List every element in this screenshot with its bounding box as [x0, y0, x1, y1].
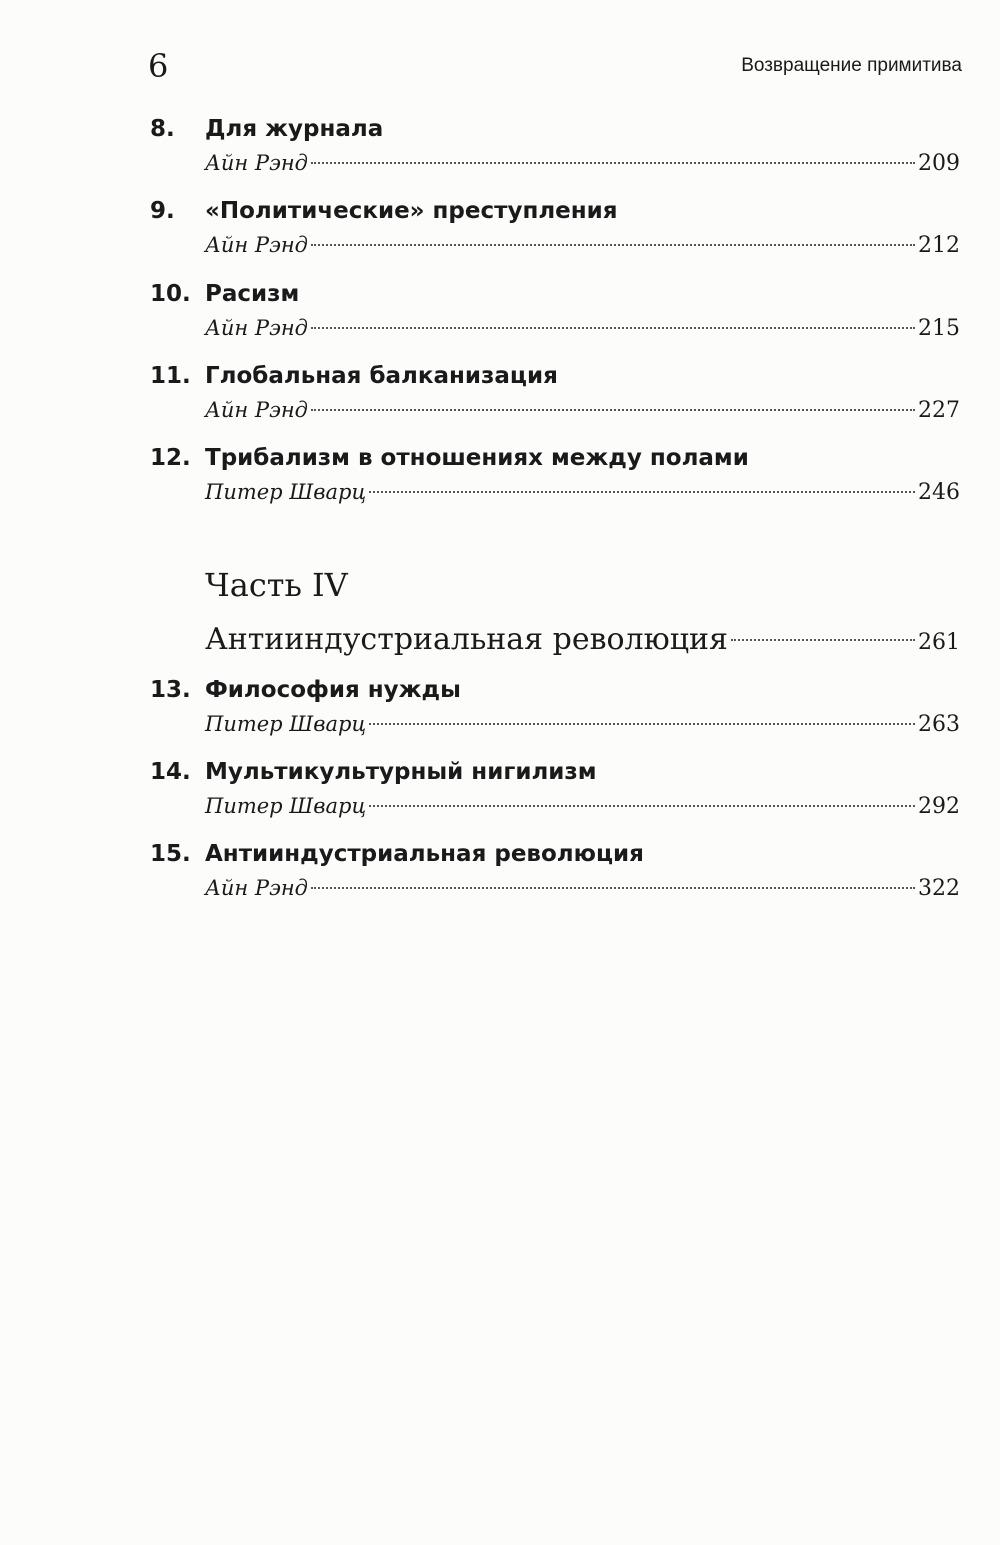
- dot-leader: [369, 805, 915, 807]
- dot-leader: [369, 723, 915, 725]
- entry-title: Для журнала: [205, 116, 384, 142]
- entry-author-row: [205, 871, 960, 905]
- entry-title-row: [150, 194, 960, 228]
- entry-title: Глобальная балканизация: [205, 363, 558, 389]
- part-title: Антииндустриальная революция: [205, 622, 728, 657]
- entry-number: 8.: [150, 116, 175, 142]
- part-page: 261: [918, 630, 960, 655]
- entry-author-row: [205, 393, 960, 427]
- part-heading: Часть IV: [205, 566, 348, 604]
- entry-page: 292: [918, 794, 960, 819]
- entry-page: 227: [918, 398, 960, 423]
- entry-author: Айн Рэнд: [205, 398, 308, 422]
- entry-title: Трибализм в отношениях между полами: [205, 445, 749, 471]
- entry-number: 13.: [150, 677, 191, 703]
- entry-title: Философия нужды: [205, 677, 461, 703]
- entry-title-row: [150, 673, 960, 707]
- entry-title-row: [150, 441, 960, 475]
- entry-author: Айн Рэнд: [205, 876, 308, 900]
- entry-title: Расизм: [205, 281, 300, 307]
- dot-leader: [369, 491, 915, 493]
- running-head: Возвращение примитива: [741, 55, 962, 76]
- entry-author-row: [205, 475, 960, 509]
- entry-title-row: [150, 359, 960, 393]
- entry-author-row: [205, 789, 960, 823]
- entry-author: Айн Рэнд: [205, 151, 308, 175]
- entry-number: 9.: [150, 198, 175, 224]
- entry-title: Мультикультурный нигилизм: [205, 759, 597, 785]
- entry-title-row: [150, 755, 960, 789]
- entry-title: «Политические» преступления: [205, 198, 618, 224]
- entry-author: Айн Рэнд: [205, 233, 308, 257]
- entry-number: 14.: [150, 759, 191, 785]
- entry-author: Питер Шварц: [205, 794, 367, 818]
- entry-number: 12.: [150, 445, 191, 471]
- dot-leader: [311, 409, 915, 411]
- entry-author: Айн Рэнд: [205, 316, 308, 340]
- page-number: 6: [148, 47, 169, 85]
- entry-title-row: [150, 837, 960, 871]
- entry-author-row: [205, 311, 960, 345]
- part-title-row: [205, 618, 960, 662]
- entry-title-row: [150, 112, 960, 146]
- entry-number: 11.: [150, 363, 191, 389]
- entry-page: 215: [918, 316, 960, 341]
- entry-number: 10.: [150, 281, 191, 307]
- dot-leader: [311, 162, 915, 164]
- entry-page: 322: [918, 876, 960, 901]
- entry-page: 246: [918, 480, 960, 505]
- entry-author-row: [205, 146, 960, 180]
- dot-leader: [311, 887, 915, 889]
- entry-number: 15.: [150, 841, 191, 867]
- dot-leader: [311, 244, 915, 246]
- entry-title-row: [150, 277, 960, 311]
- entry-author: Питер Шварц: [205, 712, 367, 736]
- entry-author-row: [205, 707, 960, 741]
- entry-author-row: [205, 228, 960, 262]
- dot-leader: [731, 639, 915, 641]
- entry-author: Питер Шварц: [205, 480, 367, 504]
- entry-page: 212: [918, 233, 960, 258]
- entry-title: Антииндустриальная революция: [205, 841, 644, 867]
- dot-leader: [311, 327, 915, 329]
- entry-page: 263: [918, 712, 960, 737]
- entry-page: 209: [918, 151, 960, 176]
